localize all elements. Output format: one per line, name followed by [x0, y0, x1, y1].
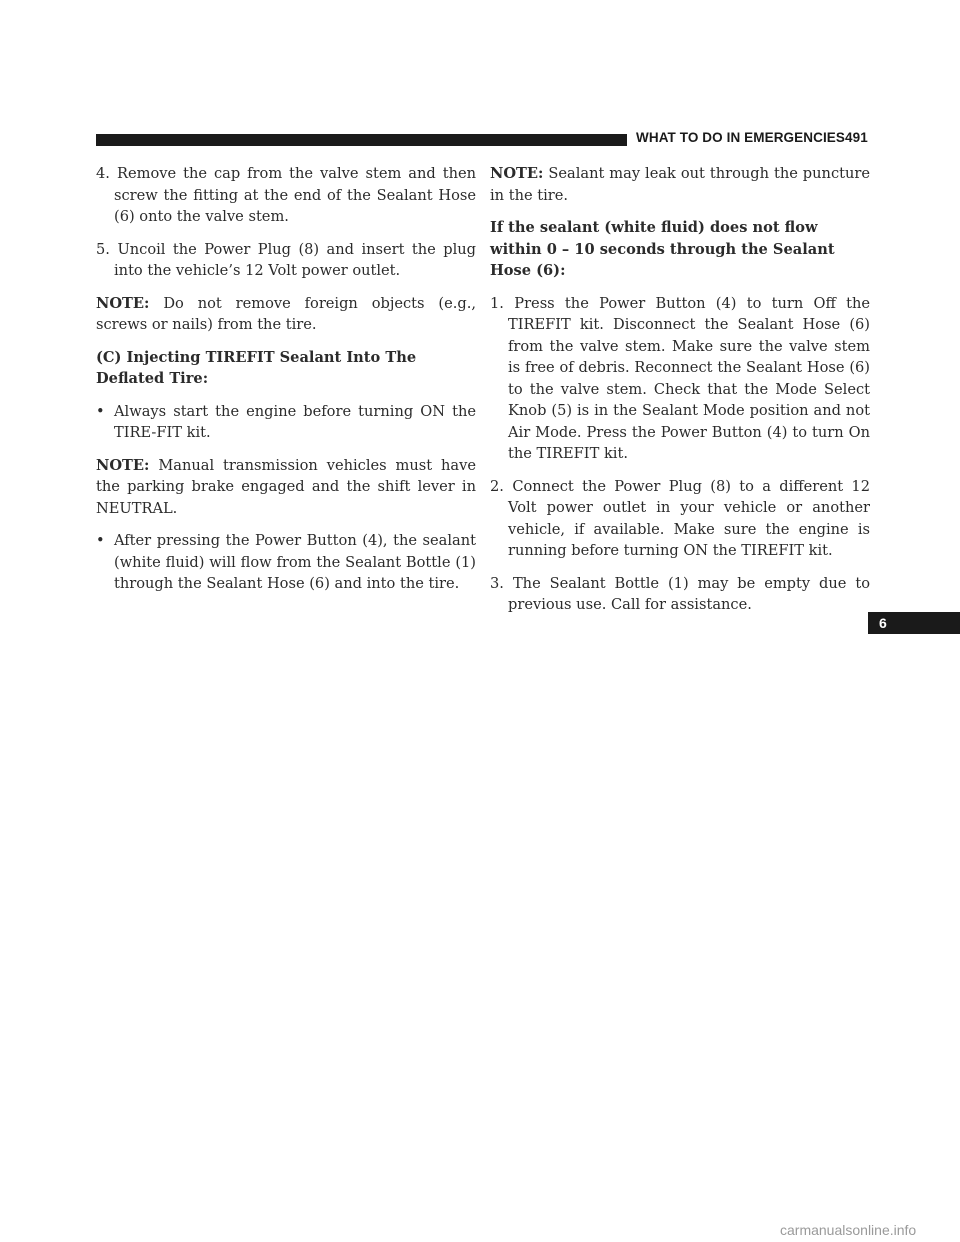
note-text: Manual transmission vehicles must have the parking brake engaged and the shift lever in NEUTRAL. — [96, 456, 476, 517]
note-text: Do not remove foreign objects (e.g., screws or nails) from the tire. — [96, 294, 477, 333]
bullet-text: Always start the engine before turning ON the TIRE-FIT kit. — [114, 402, 476, 441]
note-label: NOTE: — [96, 456, 150, 474]
step-number: 4. — [96, 165, 110, 182]
watermark: carmanualsonline.info — [780, 1222, 917, 1238]
bullet-symbol: • — [96, 402, 105, 420]
right-column — [490, 163, 870, 627]
item-text: Press the Power Button (4) to turn Off the TIREFIT kit. Disconnect the Sealant Hose (6) from the valve stem. Make sure the valve stem is free of debris. Reconnect the Sealant Hose (6) to the valve stem. Check that the Mode Select Knob (5) is in the Sealant Mode position and not Air Mode. Press the Power Button (4) to turn On the TIREFIT kit. — [508, 294, 870, 462]
page-number: 491 — [845, 130, 868, 145]
item-text: The Sealant Bottle (1) may be empty due to previous use. Call for assistance. — [508, 574, 871, 613]
item-number: 1. — [490, 294, 504, 312]
step-text: Uncoil the Power Plug (8) and insert the plug into the vehicle’s 12 Volt power outlet. — [114, 240, 477, 279]
section-heading: (C) Injecting TIREFIT Sealant Into The Deflated Tire: — [96, 348, 417, 387]
bullet-symbol: • — [96, 532, 105, 549]
item-number: 2. — [490, 477, 504, 495]
step-text: Remove the cap from the valve stem and then screw the fitting at the end of the Sealant Hose (6) onto the valve stem. — [114, 165, 477, 225]
troubleshoot-item-3 — [490, 573, 870, 616]
troubleshoot-item-2 — [490, 476, 870, 562]
chapter-tab: 6 — [868, 612, 960, 634]
running-header — [636, 130, 866, 145]
header-rule — [96, 134, 627, 146]
step-4 — [96, 163, 476, 228]
step-number: 5. — [96, 240, 110, 258]
note-foreign-objects — [96, 293, 476, 336]
note-sealant-leak — [490, 163, 870, 206]
note-label: NOTE: — [490, 165, 544, 182]
troubleshoot-heading: If the sealant (white fluid) does not flow within 0 – 10 seconds through the Sealant Hose (6): — [490, 219, 835, 279]
bullet-text: After pressing the Power Button (4), the sealant (white fluid) will flow from the Sealant Bottle (1) through the Sealant Hose (6) and into the tire. — [114, 532, 476, 592]
item-text: Connect the Power Plug (8) to a different 12 Volt power outlet in your vehicle or another vehicle, if available. Make sure the engine is running before turning ON the TIREFIT kit. — [508, 477, 870, 559]
step-5 — [96, 239, 476, 282]
note-text: Sealant may leak out through the puncture in the tire. — [490, 165, 870, 204]
note-manual-transmission — [96, 455, 476, 520]
bullet-sealant-flow — [96, 530, 476, 595]
troubleshoot-item-1 — [490, 293, 870, 465]
section-title: WHAT TO DO IN EMERGENCIES — [636, 130, 846, 145]
bullet-start-engine — [96, 401, 476, 444]
left-column — [96, 163, 476, 606]
note-label: NOTE: — [96, 294, 150, 312]
item-number: 3. — [490, 574, 504, 592]
